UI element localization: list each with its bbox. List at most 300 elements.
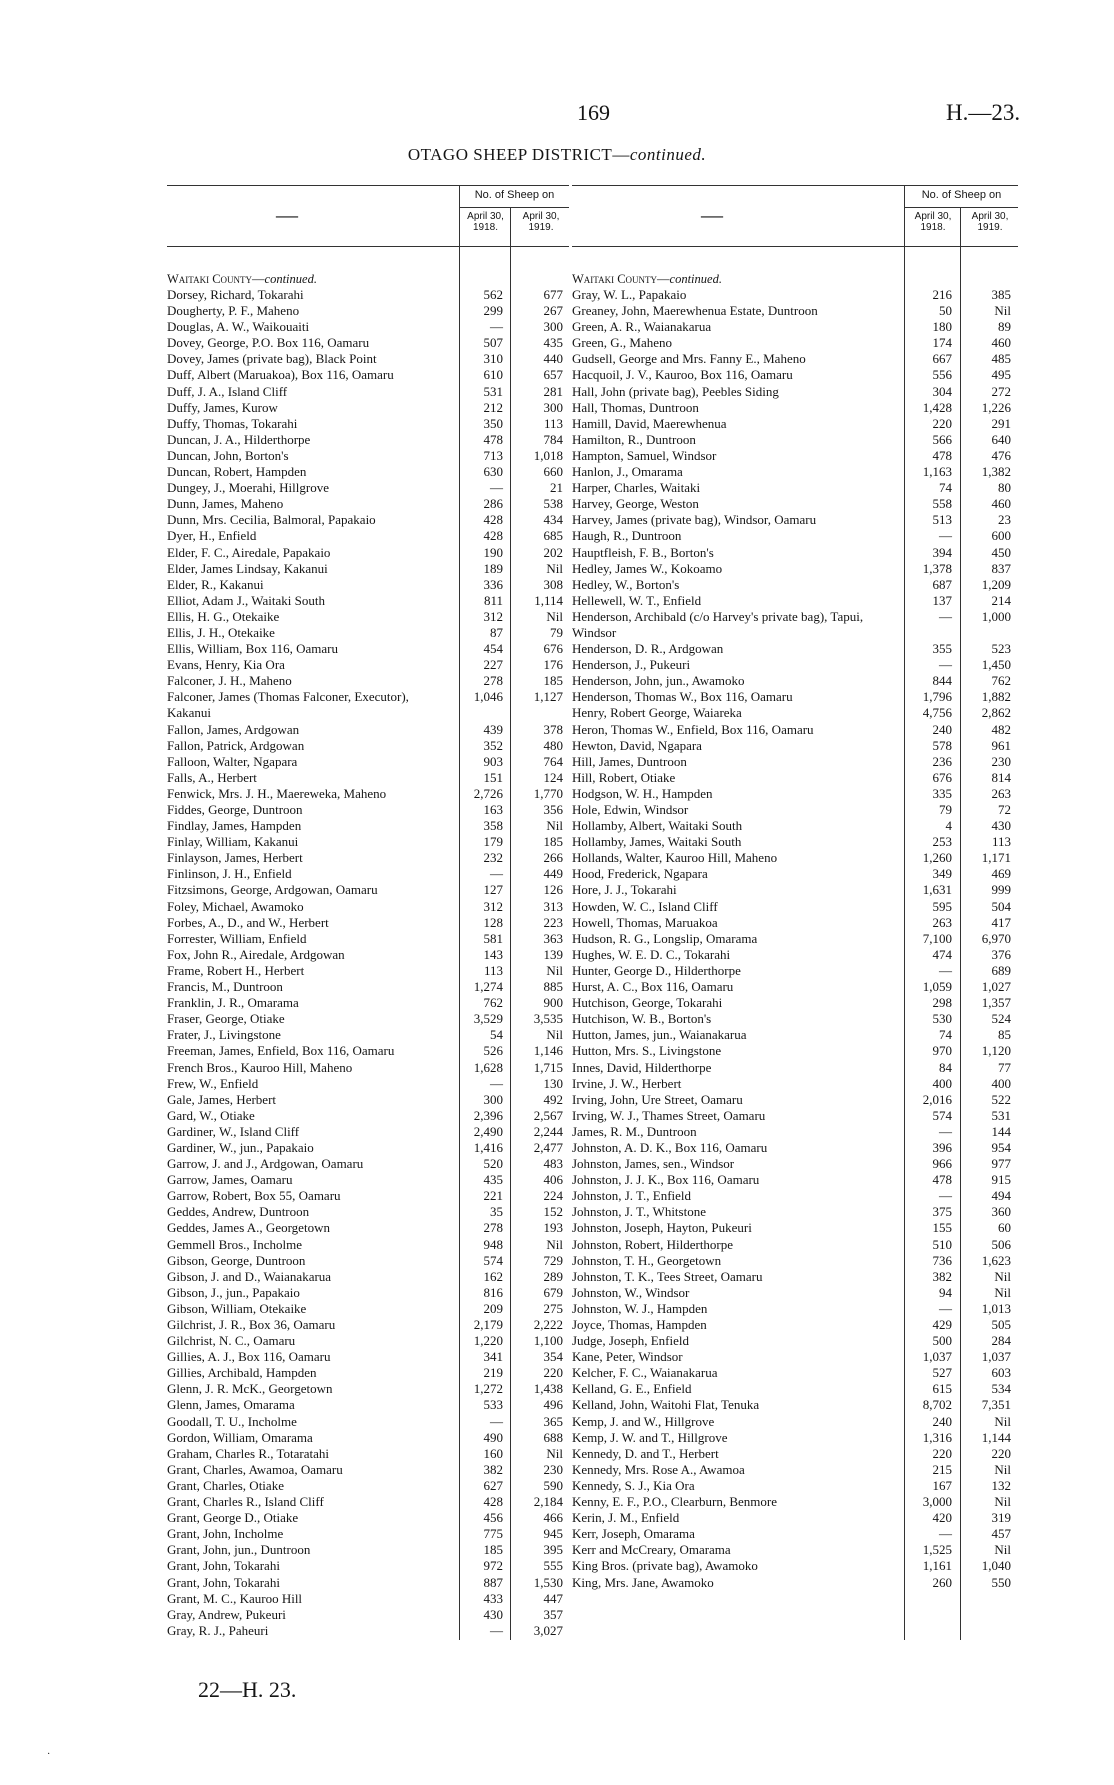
sheep-1919: 640	[991, 431, 1011, 447]
owner-name: Hollands, Walter, Kauroo Hill, Maheno	[572, 850, 778, 866]
table-row	[572, 1269, 1018, 1285]
sheep-1918: 84	[939, 1059, 952, 1075]
table-row	[167, 1253, 569, 1269]
right-header-1919: April 30, 1919.	[971, 211, 1009, 233]
sheep-1918: 687	[932, 576, 952, 592]
owner-name: Goodall, T. U., Incholme	[167, 1413, 297, 1429]
table-row	[572, 464, 1018, 480]
table-row	[167, 754, 569, 770]
table-row	[167, 625, 569, 641]
sheep-1918: 253	[932, 834, 952, 850]
owner-name: Foley, Michael, Awamoko	[167, 898, 304, 914]
sheep-1919: 193	[543, 1220, 563, 1236]
sheep-1919: 466	[543, 1510, 563, 1526]
sheep-1918: 298	[932, 995, 952, 1011]
sheep-1919: 457	[991, 1526, 1011, 1542]
sheep-1919: 300	[543, 319, 563, 335]
table-row	[167, 995, 569, 1011]
table-row	[572, 432, 1018, 448]
sheep-1919: 395	[543, 1542, 563, 1558]
sheep-1919: 657	[543, 367, 563, 383]
left-section-heading: Waitaki County—continued.	[167, 272, 317, 286]
table-row	[167, 464, 569, 480]
left-rows	[167, 287, 569, 1639]
sheep-1919: 72	[998, 802, 1011, 817]
sheep-1918: 113	[483, 962, 503, 978]
owner-name: Findlay, James, Hampden	[167, 818, 302, 834]
sheep-1919: 385	[991, 287, 1011, 302]
table-row	[572, 561, 1018, 577]
sheep-1918: 429	[932, 1317, 952, 1332]
sheep-1919: 482	[991, 721, 1011, 737]
sheep-1918: 439	[483, 721, 503, 737]
table-row	[167, 416, 569, 432]
sheep-1919: 460	[991, 335, 1011, 351]
owner-name: Gibson, J. and D., Waianakarua	[167, 1268, 332, 1284]
sheep-1918: 163	[483, 802, 503, 817]
sheep-1918: 310	[483, 351, 503, 367]
table-row	[572, 1220, 1018, 1236]
sheep-1918: 375	[932, 1204, 952, 1220]
sheep-1918: 420	[932, 1510, 952, 1526]
table-row	[572, 963, 1018, 979]
table-row	[572, 979, 1018, 995]
sheep-1919: 356	[543, 802, 563, 817]
owner-name: Fraser, George, Otiake	[167, 1011, 285, 1027]
table-row	[167, 673, 569, 689]
owner-name: Frew, W., Enfield	[167, 1075, 259, 1091]
table-row	[167, 561, 569, 577]
table-row	[167, 899, 569, 915]
sheep-1918: 87	[490, 624, 503, 640]
table-row	[572, 1558, 1018, 1574]
sheep-1918: 1,272	[473, 1381, 503, 1397]
sheep-1919: 600	[991, 528, 1011, 544]
table-row	[167, 1220, 569, 1236]
sheep-1919: 434	[543, 512, 563, 528]
sheep-1918: 151	[483, 769, 503, 785]
table-row	[572, 1397, 1018, 1413]
sheep-1918: 490	[483, 1429, 503, 1445]
sheep-1919: 534	[991, 1381, 1011, 1397]
table-row	[167, 657, 569, 673]
sheep-1918: 1,525	[922, 1542, 952, 1558]
sheep-1919: 289	[543, 1268, 563, 1284]
sheep-1919: 313	[543, 898, 563, 914]
sheep-1918: —	[939, 1300, 952, 1316]
table-row	[167, 786, 569, 802]
sheep-1919: Nil	[546, 608, 563, 624]
table-row	[572, 528, 1018, 544]
table-row	[167, 802, 569, 818]
sheep-1918: 240	[932, 721, 952, 737]
sheep-1918: 478	[932, 1172, 952, 1188]
right-rows	[572, 287, 1018, 1591]
owner-name: Henderson, D. R., Ardgowan	[572, 641, 724, 657]
sheep-1918: 574	[483, 1252, 503, 1268]
sheep-1918: 430	[483, 1606, 503, 1622]
table-row	[572, 319, 1018, 335]
left-header-sheep-box	[459, 186, 569, 246]
table-row	[167, 1333, 569, 1349]
sheep-1918: 428	[483, 528, 503, 544]
table-row	[572, 1188, 1018, 1204]
sheep-1919: 495	[991, 367, 1011, 383]
sheep-1919: 85	[998, 1027, 1011, 1043]
sheep-1919: 354	[543, 1349, 563, 1365]
table-row	[572, 738, 1018, 754]
owner-name: Gray, R. J., Paheuri	[167, 1622, 269, 1638]
sheep-1918: 232	[483, 850, 503, 866]
sheep-1919: 1,450	[981, 657, 1011, 673]
sheep-1918: 578	[932, 737, 952, 753]
sheep-1919: Nil	[994, 1494, 1011, 1510]
sheep-1919: Nil	[546, 962, 563, 978]
table-row	[572, 786, 1018, 802]
table-row	[572, 1140, 1018, 1156]
owner-name: Kelcher, F. C., Waianakarua	[572, 1365, 718, 1381]
table-row	[572, 673, 1018, 689]
owner-name: Henderson, John, jun., Awamoko	[572, 673, 745, 689]
owner-name: Grant, Charles R., Island Cliff	[167, 1494, 324, 1510]
owner-name: Gordon, William, Omarama	[167, 1429, 313, 1445]
sheep-1918: 478	[932, 447, 952, 463]
owner-name: Garrow, James, Oamaru	[167, 1172, 293, 1188]
sheep-1919: 764	[543, 753, 563, 769]
sheep-1918: —	[490, 480, 503, 496]
owner-name: Dyer, H., Enfield	[167, 528, 257, 544]
sheep-1919: 550	[991, 1574, 1011, 1590]
owner-name: Dougherty, P. F., Maheno	[167, 303, 300, 319]
sheep-1919: 1,000	[981, 608, 1011, 624]
table-row	[167, 1269, 569, 1285]
sheep-1919: 450	[991, 544, 1011, 560]
sheep-1919: 89	[998, 319, 1011, 335]
table-row	[167, 866, 569, 882]
sheep-1919: 729	[543, 1252, 563, 1268]
table-row	[572, 1076, 1018, 1092]
sheep-1918: 762	[483, 995, 503, 1011]
sheep-1919: 1,530	[533, 1574, 563, 1590]
owner-name: Glenn, James, Omarama	[167, 1397, 295, 1413]
table-row	[167, 1060, 569, 1076]
sheep-1918: 676	[932, 769, 952, 785]
sheep-1918: 219	[483, 1365, 503, 1381]
sheep-1919: 1,120	[981, 1043, 1011, 1059]
sheep-1918: 180	[932, 319, 952, 335]
sheep-1919: 685	[543, 528, 563, 544]
table-row	[167, 1397, 569, 1413]
sheep-1918: 530	[932, 1011, 952, 1027]
owner-name: Ellis, J. H., Otekaike	[167, 624, 275, 640]
table-row	[572, 834, 1018, 850]
table-row	[572, 384, 1018, 400]
sheep-1919: 2,567	[533, 1107, 563, 1123]
owner-name: Irving, John, Ure Street, Oamaru	[572, 1091, 743, 1107]
sheep-1919: 2,862	[981, 705, 1011, 721]
sheep-1919: Nil	[546, 1236, 563, 1252]
owner-name: Freeman, James, Enfield, Box 116, Oamaru	[167, 1043, 395, 1059]
owner-name: French Bros., Kauroo Hill, Maheno	[167, 1059, 353, 1075]
page-footer: 22—H. 23.	[198, 1677, 297, 1702]
sheep-1919: 689	[991, 962, 1011, 978]
owner-name: Geddes, James A., Georgetown	[167, 1220, 330, 1236]
sheep-1919: 230	[991, 753, 1011, 769]
sheep-1918: 355	[932, 641, 952, 657]
sheep-1918: 433	[483, 1590, 503, 1606]
sheep-1918: 394	[932, 544, 952, 560]
left-header-1918: April 30, 1918.	[467, 211, 504, 233]
table-row	[572, 287, 1018, 303]
sheep-1919: 506	[991, 1236, 1011, 1252]
owner-name: Hampton, Samuel, Windsor	[572, 447, 717, 463]
page-title	[0, 145, 1114, 165]
sheep-1918: 428	[483, 1494, 503, 1510]
sheep-1918: —	[939, 962, 952, 978]
table-row	[572, 1462, 1018, 1478]
owner-name: Hanlon, J., Omarama	[572, 464, 683, 480]
sheep-1918: 4,756	[922, 705, 952, 721]
sheep-1918: 1,037	[922, 1349, 952, 1365]
sheep-1919: Nil	[546, 818, 563, 834]
sheep-1918: 352	[483, 737, 503, 753]
sheep-1918: 174	[932, 335, 952, 351]
sheep-1918: 2,396	[473, 1107, 503, 1123]
sheep-1918: 667	[932, 351, 952, 367]
sheep-1919: 300	[543, 399, 563, 415]
owner-name: Johnston, J. J. K., Box 116, Oamaru	[572, 1172, 760, 1188]
table-row	[572, 1237, 1018, 1253]
table-row	[167, 496, 569, 512]
sheep-1919: 440	[543, 351, 563, 367]
sheep-1918: 312	[483, 608, 503, 624]
sheep-1919: 1,100	[533, 1333, 563, 1349]
owner-name: Hutton, Mrs. S., Livingstone	[572, 1043, 722, 1059]
sheep-1919: 113	[543, 415, 563, 431]
sheep-1919: Nil	[994, 1268, 1011, 1284]
table-row	[167, 1301, 569, 1317]
sheep-1918: 556	[932, 367, 952, 383]
table-row	[167, 351, 569, 367]
sheep-1918: 358	[483, 818, 503, 834]
sheep-1919: 1,770	[533, 785, 563, 801]
sheep-1918: 79	[939, 802, 952, 817]
sheep-1918: 143	[483, 946, 503, 962]
sheep-1919: 1,013	[981, 1300, 1011, 1316]
sheep-1918: 454	[483, 641, 503, 657]
left-table-header	[167, 185, 569, 247]
owner-name: Frater, J., Livingstone	[167, 1027, 281, 1043]
sheep-1919: 281	[543, 383, 563, 399]
owner-name: Gilchrist, J. R., Box 36, Oamaru	[167, 1317, 336, 1332]
table-row	[167, 1285, 569, 1301]
owner-name: Hedley, James W., Kokoamo	[572, 560, 723, 576]
table-row	[572, 995, 1018, 1011]
sheep-1918: 507	[483, 335, 503, 351]
owner-name: Gibson, William, Otekaike	[167, 1300, 307, 1316]
right-header-caption: No. of Sheep on	[921, 189, 1002, 201]
owner-name: Graham, Charles R., Totaratahi	[167, 1445, 330, 1461]
table-row	[572, 609, 1018, 641]
sheep-1918: 713	[483, 447, 503, 463]
sheep-1918: 400	[932, 1075, 952, 1091]
table-row	[572, 1172, 1018, 1188]
table-row	[167, 818, 569, 834]
sheep-1918: 1,631	[922, 882, 952, 898]
owner-name: Hutchison, W. B., Borton's	[572, 1011, 712, 1027]
table-row	[167, 480, 569, 496]
sheep-1919: 284	[991, 1333, 1011, 1349]
table-row	[572, 915, 1018, 931]
table-row	[167, 947, 569, 963]
sheep-1918: 520	[483, 1156, 503, 1172]
sheep-1919: 1,882	[981, 689, 1011, 705]
table-row	[572, 1317, 1018, 1333]
owner-name: Dunn, Mrs. Cecilia, Balmoral, Papakaio	[167, 512, 376, 528]
sheep-1918: 615	[932, 1381, 952, 1397]
sheep-1919: 523	[991, 641, 1011, 657]
sheep-1918: 236	[932, 753, 952, 769]
sheep-1918: 396	[932, 1139, 952, 1155]
owner-name: Frame, Robert H., Herbert	[167, 962, 305, 978]
owner-name: Hunter, George D., Hilderthorpe	[572, 962, 741, 978]
sheep-1918: 312	[483, 898, 503, 914]
sheep-1918: —	[939, 528, 952, 544]
owner-name: Hamilton, R., Duntroon	[572, 431, 696, 447]
sheep-1919: 1,146	[533, 1043, 563, 1059]
right-column	[572, 185, 1018, 1591]
sheep-1919: 505	[991, 1317, 1011, 1332]
sheep-1919: 469	[991, 866, 1011, 882]
sheep-1918: 1,796	[922, 689, 952, 705]
table-row	[167, 931, 569, 947]
sheep-1919: 23	[998, 512, 1011, 528]
sheep-1919: 1,114	[534, 592, 563, 608]
owner-name: Kelland, John, Waitohi Flat, Tenuka	[572, 1397, 760, 1413]
owner-name: Garrow, J. and J., Ardgowan, Oamaru	[167, 1156, 364, 1172]
owner-name: Hodgson, W. H., Hampden	[572, 785, 713, 801]
sheep-1918: 1,428	[922, 399, 952, 415]
sheep-1918: 382	[483, 1461, 503, 1477]
owner-name: Hood, Frederick, Ngapara	[572, 866, 708, 882]
sheep-1919: 480	[543, 737, 563, 753]
owner-name: Duncan, Robert, Hampden	[167, 464, 307, 480]
owner-name: Johnston, James, sen., Windsor	[572, 1156, 735, 1172]
table-row	[167, 1575, 569, 1591]
sheep-1919: 1,018	[533, 447, 563, 463]
table-row	[572, 496, 1018, 512]
table-row	[167, 1381, 569, 1397]
sheep-1919: 762	[991, 673, 1011, 689]
sheep-1919: 6,970	[981, 930, 1011, 946]
table-row	[572, 1301, 1018, 1317]
owner-name: James, R. M., Duntroon	[572, 1123, 697, 1139]
sheep-1919: 275	[543, 1300, 563, 1316]
sheep-1919: 202	[543, 544, 563, 560]
sheep-1918: 627	[483, 1477, 503, 1493]
sheep-1919: 961	[991, 737, 1011, 753]
sheep-1918: 54	[490, 1027, 503, 1043]
table-row	[572, 1349, 1018, 1365]
table-row	[167, 1542, 569, 1558]
sheep-1919: 365	[543, 1413, 563, 1429]
sheep-1918: 189	[483, 560, 503, 576]
owner-name: Gray, W. L., Papakaio	[572, 287, 687, 302]
sheep-1919: 126	[543, 882, 563, 898]
table-row	[167, 1349, 569, 1365]
owner-name: Harvey, James (private bag), Windsor, Oamaru	[572, 512, 817, 528]
table-row	[572, 1156, 1018, 1172]
sheep-1919: 1,040	[981, 1558, 1011, 1574]
sheep-1918: 227	[483, 657, 503, 673]
table-row	[572, 931, 1018, 947]
table-row	[572, 770, 1018, 786]
sheep-1918: 531	[483, 383, 503, 399]
sheep-1918: 456	[483, 1510, 503, 1526]
owner-name: Hollamby, James, Waitaki South	[572, 834, 742, 850]
owner-name: Gillies, A. J., Box 116, Oamaru	[167, 1349, 331, 1365]
table-row	[572, 802, 1018, 818]
table-row	[167, 609, 569, 625]
sheep-1919: 538	[543, 496, 563, 512]
sheep-1918: 349	[932, 866, 952, 882]
sheep-1919: 784	[543, 431, 563, 447]
sheep-1918: 903	[483, 753, 503, 769]
table-row	[572, 1510, 1018, 1526]
sheep-1919: 555	[543, 1558, 563, 1574]
sheep-1918: 526	[483, 1043, 503, 1059]
owner-name: Hole, Edwin, Windsor	[572, 802, 689, 817]
sheep-1918: 167	[932, 1477, 952, 1493]
owner-name: Henderson, Archibald (c/o Harvey's private bag), Tapui, Windsor	[572, 608, 864, 640]
sheep-1918: 562	[483, 287, 503, 302]
sheep-1919: 1,144	[981, 1429, 1011, 1445]
table-row	[572, 1027, 1018, 1043]
table-row	[572, 367, 1018, 383]
sheep-1918: —	[939, 1526, 952, 1542]
sheep-1919: 524	[991, 1011, 1011, 1027]
sheep-1918: 1,161	[922, 1558, 952, 1574]
owner-name: Kennedy, D. and T., Herbert	[572, 1445, 719, 1461]
sheep-1919: 77	[998, 1059, 1011, 1075]
owner-name: Hudson, R. G., Longslip, Omarama	[572, 930, 758, 946]
sheep-1919: 430	[991, 818, 1011, 834]
owner-name: Finlinson, J. H., Enfield	[167, 866, 292, 882]
sheep-1919: 406	[543, 1172, 563, 1188]
sheep-1918: 527	[932, 1365, 952, 1381]
sheep-1918: 1,378	[922, 560, 952, 576]
owner-name: Hill, Robert, Otiake	[572, 769, 676, 785]
table-row	[167, 1011, 569, 1027]
owner-name: Irvine, J. W., Herbert	[572, 1075, 682, 1091]
table-row	[167, 834, 569, 850]
sheep-1919: 357	[543, 1606, 563, 1622]
owner-name: Joyce, Thomas, Hampden	[572, 1317, 707, 1332]
owner-name: Heron, Thomas W., Enfield, Box 116, Oamaru	[572, 721, 814, 737]
table-row	[167, 722, 569, 738]
owner-name: Hacquoil, J. V., Kauroo, Box 116, Oamaru	[572, 367, 793, 383]
sheep-1918: 94	[939, 1284, 952, 1300]
sheep-1919: Nil	[994, 1461, 1011, 1477]
owner-name: Johnston, Robert, Hilderthorpe	[572, 1236, 734, 1252]
sheep-1918: 533	[483, 1397, 503, 1413]
table-row	[167, 1140, 569, 1156]
sheep-1919: 1,209	[981, 576, 1011, 592]
table-row	[167, 1108, 569, 1124]
table-row	[167, 1623, 569, 1639]
table-row	[167, 335, 569, 351]
sheep-1918: 428	[483, 512, 503, 528]
